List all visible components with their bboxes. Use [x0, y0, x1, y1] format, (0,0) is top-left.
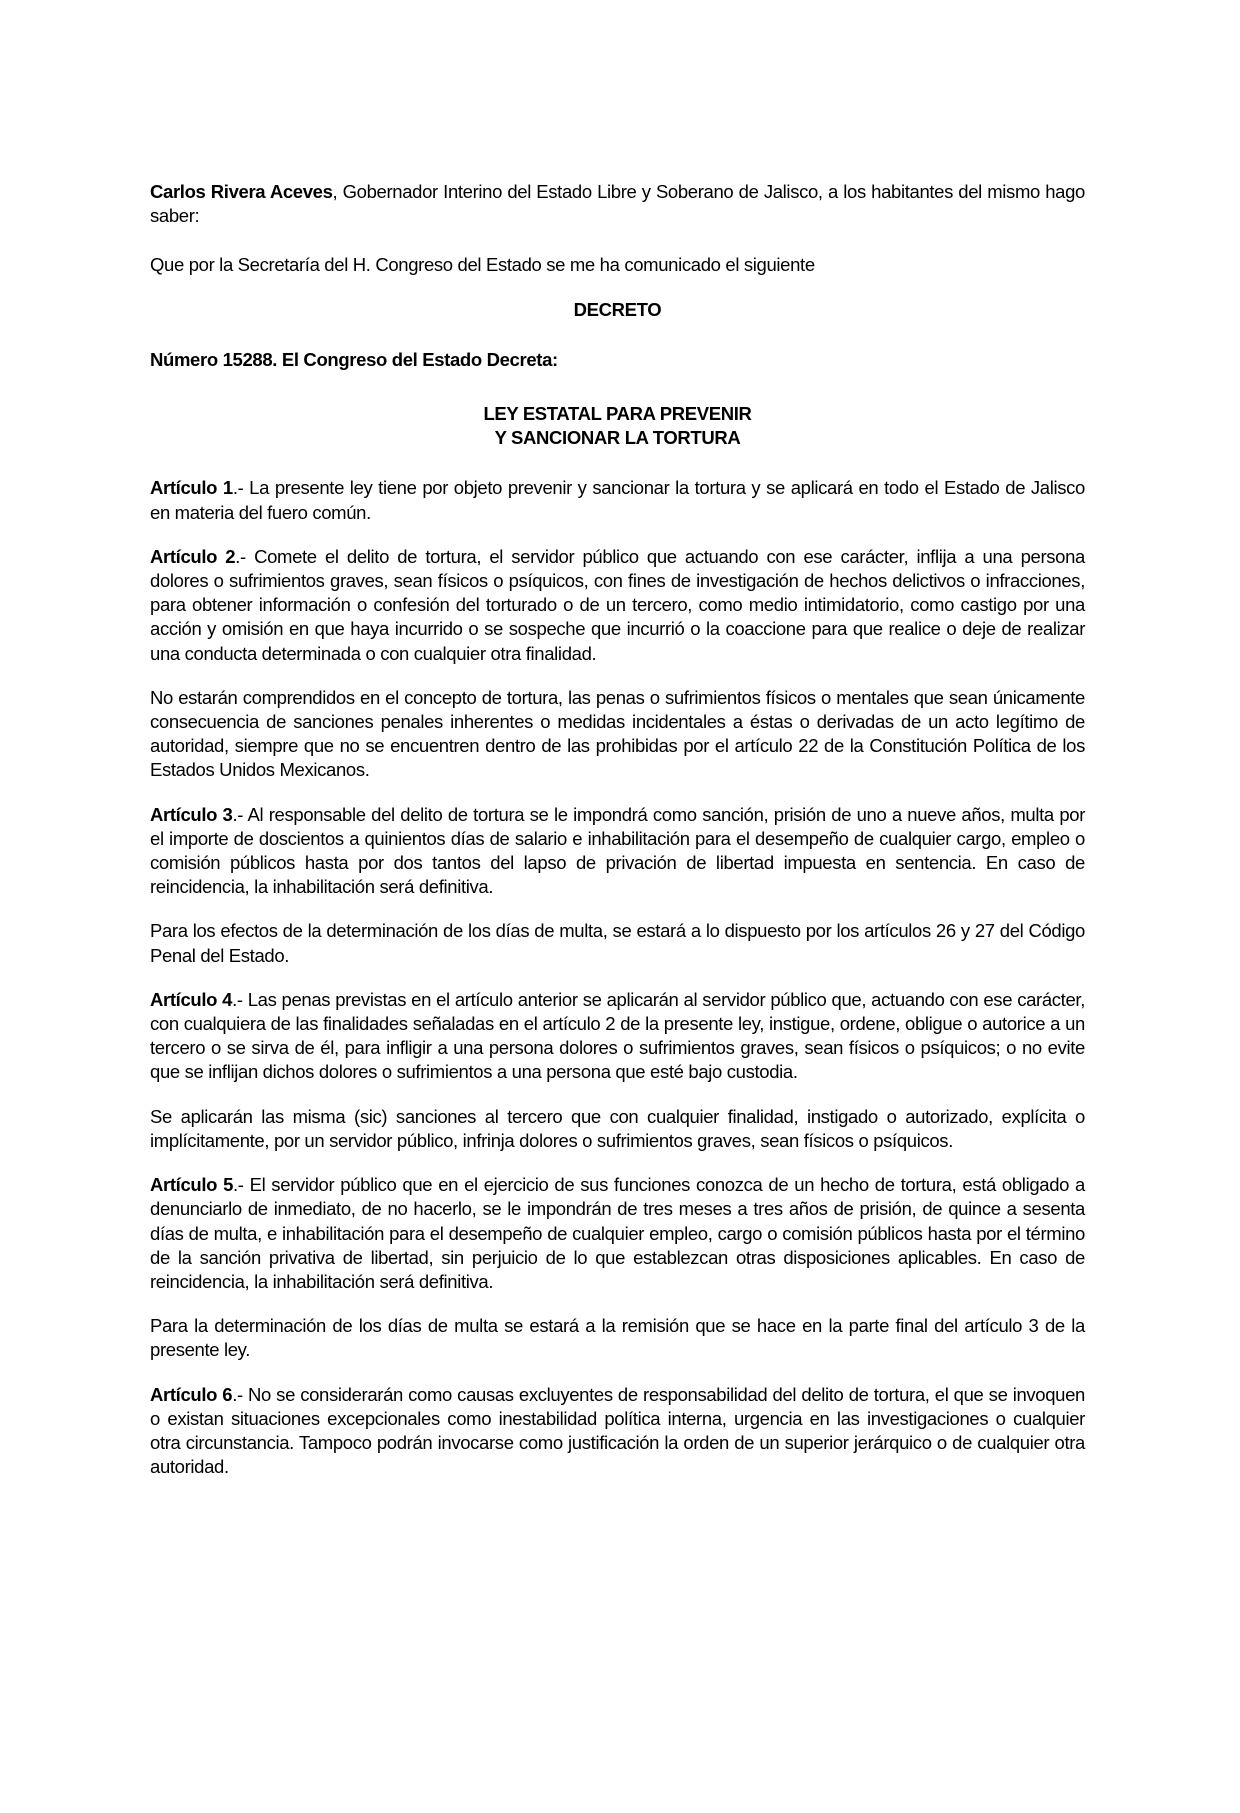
article-2 — [150, 545, 1085, 666]
law-title — [150, 402, 1085, 450]
law-title-line-1: LEY ESTATAL PARA PREVENIR — [483, 403, 752, 425]
article-5-text: .- El servidor público que en el ejercicio de sus funciones conozca de un hecho de tortura, está obligado a denunciarlo de inmediato, de no hacerlo, se le impondrán de tres meses a tres años de prisión, de quince a sesenta días de multa, e inhabilitación para el desempeño de cualquier empleo, cargo o comisión públicos hasta por el término de la sanción privativa de libertad, sin perjuicio de lo que establezcan otras disposiciones aplicables. En caso de reincidencia, la inhabilitación será definitiva. — [150, 1174, 1085, 1292]
intro-text: , Gobernador Interino del Estado Libre y Soberano de Jalisco, a los habitantes del mismo hago saber: — [150, 181, 1085, 227]
article-3 — [150, 803, 1085, 900]
communication-paragraph: Que por la Secretaría del H. Congreso del Estado se me ha comunicado el siguiente — [150, 254, 815, 276]
article-2-text: .- Comete el delito de tortura, el servidor público que actuando con ese carácter, inflija a una persona dolores o sufrimientos graves, sean físicos o psíquicos, con fines de investigación de hechos delictivos o infracciones, para obtener información o confesión del torturado o de un tercero, como medio intimidatorio, como castigo por una acción y omisión en que haya incurrido o se sospeche que incurrió o la coaccione para que realice o deje de realizar una conducta determinada o con cualquier otra finalidad. — [150, 545, 1085, 664]
article-3-text: .- Al responsable del delito de tortura se le impondrá como sanción, prisión de uno a nueve años, multa por el importe de doscientos a quinientos días de salario e inhabilitación para el desempeño de cualquier cargo, empleo o comisión públicos hasta por dos tantos del lapso de privación de libertad impuesta en sentencia. En caso de reincidencia, la inhabilitación será definitiva. — [150, 803, 1086, 898]
article-2-paragraph-2: No estarán comprendidos en el concepto de tortura, las penas o sufrimientos físicos o mentales que sean únicamente consecuencia de sanciones penales inherentes o medidas incidentales a éstas o derivadas de un acto legítimo de autoridad, siempre que no se encuentren dentro de las prohibidas por el artículo 22 de la Constitución Política de los Estados Unidos Mexicanos. — [150, 686, 1085, 781]
article-4-paragraph-2: Se aplicarán las misma (sic) sanciones al tercero que con cualquier finalidad, instigado o autorizado, explícita o implícitamente, por un servidor público, infrinja dolores o sufrimientos graves, sean físicos o psíquicos. — [150, 1105, 1085, 1151]
decree-number: Número 15288. El Congreso del Estado Decreta: — [150, 348, 558, 370]
article-3-label: Artículo 3 — [150, 803, 233, 825]
article-4-text: .- Las penas previstas en el artículo anterior se aplicarán al servidor público que, actuando con ese carácter, con cualquiera de las finalidades señaladas en el artículo 2 de la presente ley, instigue, ordene, obligue o autorice a un tercero o se sirva de él, para infligir a una persona dolores o sufrimientos graves, sean físicos o psíquicos; o no evite que se inflijan dichos dolores o sufrimientos a una persona que esté bajo custodia. — [150, 988, 1085, 1083]
article-1 — [150, 476, 1085, 524]
law-title-line-2: Y SANCIONAR LA TORTURA — [494, 427, 741, 449]
article-6 — [150, 1383, 1085, 1480]
article-1-label: Artículo 1 — [150, 477, 233, 499]
article-4-label: Artículo 4 — [150, 988, 233, 1010]
article-6-label: Artículo 6 — [150, 1383, 233, 1405]
article-4 — [150, 988, 1085, 1085]
article-2-label: Artículo 2 — [150, 545, 236, 567]
decree-heading: DECRETO — [573, 298, 662, 320]
article-5 — [150, 1173, 1085, 1294]
document-page — [150, 180, 1085, 1499]
intro-paragraph — [150, 180, 1085, 228]
article-3-paragraph-2: Para los efectos de la determinación de los días de multa, se estará a lo dispuesto por los artículos 26 y 27 del Código Penal del Estado. — [150, 920, 1085, 966]
article-5-label: Artículo 5 — [150, 1174, 234, 1196]
governor-name: Carlos Rivera Aceves — [150, 181, 333, 202]
article-1-text: .- La presente ley tiene por objeto prevenir y sancionar la tortura y se aplicará en todo el Estado de Jalisco en materia del fuero común. — [150, 477, 1085, 523]
article-6-text: .- No se considerarán como causas excluyentes de responsabilidad del delito de tortura, el que se invoquen o existan situaciones excepcionales como inestabilidad política interna, urgencia en las investigaciones o cualquier otra circunstancia. Tampoco podrán invocarse como justificación la orden de un superior jerárquico o de cualquier otra autoridad. — [150, 1383, 1085, 1478]
article-5-paragraph-2: Para la determinación de los días de multa se estará a la remisión que se hace en la parte final del artículo 3 de la presente ley. — [150, 1315, 1085, 1361]
